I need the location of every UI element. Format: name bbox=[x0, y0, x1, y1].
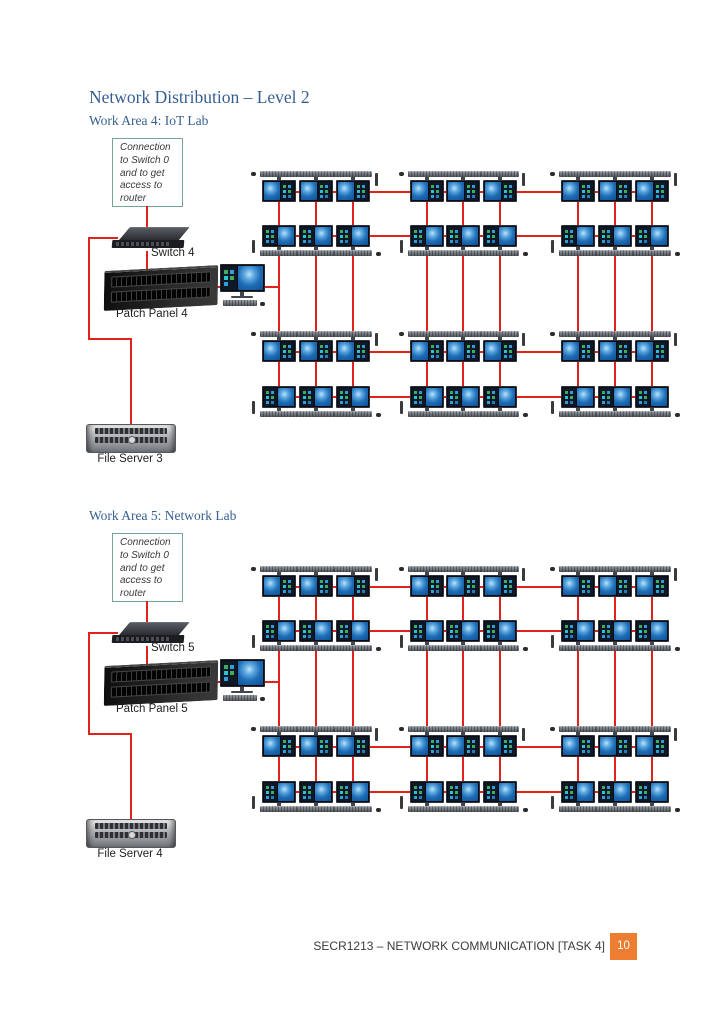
monitor-screen bbox=[635, 340, 669, 362]
mouse-icon bbox=[251, 332, 256, 336]
workstation bbox=[408, 781, 446, 812]
workstation bbox=[559, 726, 597, 757]
stylus-icon bbox=[400, 796, 403, 809]
workstation bbox=[260, 386, 298, 417]
workstation bbox=[334, 566, 372, 597]
mouse-icon bbox=[251, 567, 256, 571]
ethernet-cable bbox=[352, 191, 354, 398]
stylus-icon bbox=[522, 333, 525, 346]
keyboard-icon bbox=[408, 411, 446, 417]
note-line: access to bbox=[120, 575, 163, 587]
workstation bbox=[633, 225, 671, 256]
workstation bbox=[481, 225, 519, 256]
monitor-screen bbox=[561, 735, 595, 757]
workstation bbox=[633, 726, 671, 757]
workstation bbox=[260, 171, 298, 202]
workstation bbox=[596, 620, 634, 651]
workstation bbox=[559, 331, 597, 362]
stylus-icon bbox=[522, 173, 525, 186]
monitor-screen bbox=[635, 620, 669, 642]
keyboard-icon bbox=[408, 250, 446, 256]
ethernet-cable bbox=[577, 191, 579, 398]
monitor-screen bbox=[262, 180, 296, 202]
monitor-screen bbox=[410, 180, 444, 202]
monitor-screen bbox=[299, 340, 333, 362]
keyboard-icon bbox=[559, 645, 597, 651]
workstation bbox=[408, 171, 446, 202]
keyboard-icon bbox=[481, 411, 519, 417]
mouse-icon bbox=[251, 172, 256, 176]
keyboard-icon bbox=[260, 250, 298, 256]
ethernet-cable bbox=[499, 586, 501, 793]
workstation bbox=[260, 331, 298, 362]
ethernet-cable bbox=[315, 191, 317, 398]
workstation bbox=[596, 566, 634, 597]
workstation bbox=[444, 386, 482, 417]
mouse-icon bbox=[550, 332, 555, 336]
file-server-label: File Server 3 bbox=[97, 453, 163, 465]
page-title: Network Distribution – Level 2 bbox=[89, 87, 310, 107]
section-heading: Work Area 4: IoT Lab bbox=[89, 113, 209, 128]
monitor-screen bbox=[446, 620, 480, 642]
ethernet-cable bbox=[278, 586, 280, 793]
workstation bbox=[334, 331, 372, 362]
workstation bbox=[633, 171, 671, 202]
file-server-label: File Server 4 bbox=[97, 848, 163, 860]
workstation bbox=[481, 620, 519, 651]
workstation bbox=[444, 566, 482, 597]
monitor-screen bbox=[446, 735, 480, 757]
stylus-icon bbox=[674, 568, 677, 581]
patch-panel-graphic bbox=[104, 660, 219, 706]
monitor-screen bbox=[299, 781, 333, 803]
workstation bbox=[444, 620, 482, 651]
note-line: to Switch 0 bbox=[120, 549, 169, 561]
monitor-screen bbox=[299, 225, 333, 247]
workstation bbox=[297, 620, 335, 651]
monitor-screen bbox=[561, 180, 595, 202]
monitor-screen bbox=[635, 225, 669, 247]
keyboard-icon bbox=[633, 411, 671, 417]
ethernet-cable bbox=[278, 191, 280, 398]
monitor-screen bbox=[483, 340, 517, 362]
stylus-icon bbox=[400, 635, 403, 648]
monitor-screen bbox=[598, 781, 632, 803]
keyboard-icon bbox=[596, 806, 634, 812]
monitor-screen bbox=[561, 575, 595, 597]
monitor-screen bbox=[598, 180, 632, 202]
stylus-icon bbox=[551, 635, 554, 648]
keyboard-icon bbox=[444, 806, 482, 812]
note-line: Connection bbox=[120, 142, 171, 153]
monitor-screen bbox=[410, 735, 444, 757]
monitor-screen bbox=[299, 180, 333, 202]
workstation bbox=[408, 726, 446, 757]
monitor-screen bbox=[561, 781, 595, 803]
workstation bbox=[559, 386, 597, 417]
ethernet-cable bbox=[651, 586, 653, 793]
workstation bbox=[260, 726, 298, 757]
teacher-computer bbox=[211, 659, 265, 705]
monitor-screen bbox=[262, 386, 296, 408]
mouse-icon bbox=[260, 697, 265, 701]
workstation bbox=[444, 331, 482, 362]
monitor-screen bbox=[483, 735, 517, 757]
monitor-screen bbox=[598, 225, 632, 247]
ethernet-cable bbox=[352, 586, 354, 793]
mouse-icon bbox=[376, 413, 381, 417]
stylus-icon bbox=[375, 568, 378, 581]
workstation bbox=[444, 225, 482, 256]
monitor-screen bbox=[262, 781, 296, 803]
keyboard-icon bbox=[596, 411, 634, 417]
keyboard-icon bbox=[408, 806, 446, 812]
note-line: Connection bbox=[120, 537, 171, 548]
ethernet-cable bbox=[88, 733, 132, 735]
monitor-screen bbox=[635, 180, 669, 202]
note-line: to Switch 0 bbox=[120, 154, 169, 166]
monitor-screen bbox=[598, 386, 632, 408]
keyboard-icon bbox=[297, 411, 335, 417]
mouse-icon bbox=[523, 413, 528, 417]
workstation bbox=[481, 171, 519, 202]
monitor-screen bbox=[299, 386, 333, 408]
mouse-icon bbox=[523, 808, 528, 812]
ethernet-cable bbox=[426, 191, 428, 398]
ethernet-cable bbox=[88, 632, 90, 735]
mouse-icon bbox=[260, 302, 265, 306]
workstation bbox=[260, 566, 298, 597]
stylus-icon bbox=[252, 401, 255, 414]
monitor-screen bbox=[336, 575, 370, 597]
monitor-screen bbox=[598, 340, 632, 362]
monitor-screen bbox=[262, 735, 296, 757]
stylus-icon bbox=[400, 401, 403, 414]
workstation bbox=[334, 726, 372, 757]
keyboard-icon bbox=[334, 250, 372, 256]
workstation bbox=[559, 781, 597, 812]
stylus-icon bbox=[375, 173, 378, 186]
keyboard-icon bbox=[596, 645, 634, 651]
section-heading: Work Area 5: Network Lab bbox=[89, 508, 237, 523]
workstation bbox=[334, 781, 372, 812]
monitor-screen bbox=[635, 386, 669, 408]
monitor-screen bbox=[410, 340, 444, 362]
monitor-screen bbox=[410, 225, 444, 247]
monitor-screen bbox=[336, 180, 370, 202]
workstation bbox=[596, 331, 634, 362]
workstation bbox=[633, 620, 671, 651]
stylus-icon bbox=[522, 568, 525, 581]
keyboard-icon bbox=[481, 806, 519, 812]
ethernet-cable bbox=[614, 586, 616, 793]
workstation bbox=[596, 386, 634, 417]
workstation bbox=[408, 331, 446, 362]
stylus-icon bbox=[551, 240, 554, 253]
stylus-icon bbox=[211, 281, 214, 294]
monitor-screen bbox=[410, 620, 444, 642]
monitor-screen bbox=[220, 659, 265, 687]
mouse-icon bbox=[376, 252, 381, 256]
mouse-icon bbox=[675, 647, 680, 651]
monitor-screen bbox=[299, 620, 333, 642]
patch-panel-graphic bbox=[104, 265, 219, 311]
monitor-screen bbox=[299, 735, 333, 757]
keyboard-icon bbox=[260, 645, 298, 651]
monitor-screen bbox=[635, 575, 669, 597]
stylus-icon bbox=[375, 333, 378, 346]
workstation bbox=[408, 566, 446, 597]
workstation bbox=[596, 726, 634, 757]
switch-label: Switch 5 bbox=[151, 642, 195, 654]
keyboard-icon bbox=[444, 250, 482, 256]
mouse-icon bbox=[376, 647, 381, 651]
stylus-icon bbox=[674, 333, 677, 346]
monitor-screen bbox=[336, 781, 370, 803]
ethernet-cable bbox=[130, 733, 132, 821]
keyboard-icon bbox=[481, 250, 519, 256]
mouse-icon bbox=[675, 252, 680, 256]
workstation bbox=[596, 171, 634, 202]
workstation bbox=[481, 726, 519, 757]
ethernet-cable bbox=[315, 586, 317, 793]
monitor-screen bbox=[483, 386, 517, 408]
workstation bbox=[334, 171, 372, 202]
workstation bbox=[481, 566, 519, 597]
workstation bbox=[334, 620, 372, 651]
monitor-screen bbox=[336, 735, 370, 757]
ethernet-cable bbox=[88, 338, 132, 340]
workstation bbox=[297, 331, 335, 362]
monitor-screen bbox=[446, 225, 480, 247]
workstation bbox=[297, 781, 335, 812]
stylus-icon bbox=[400, 240, 403, 253]
stylus-icon bbox=[522, 728, 525, 741]
monitor-screen bbox=[410, 781, 444, 803]
monitor-screen bbox=[410, 386, 444, 408]
monitor-screen bbox=[299, 575, 333, 597]
workstation bbox=[633, 566, 671, 597]
monitor-screen bbox=[446, 386, 480, 408]
ethernet-cable bbox=[499, 191, 501, 398]
stylus-icon bbox=[551, 401, 554, 414]
workstation bbox=[297, 386, 335, 417]
ethernet-cable bbox=[88, 237, 90, 340]
note-line: router bbox=[120, 588, 147, 600]
workstation bbox=[260, 620, 298, 651]
patch-panel-label: Patch Panel 4 bbox=[116, 308, 188, 320]
monitor-screen bbox=[561, 340, 595, 362]
keyboard-icon bbox=[633, 250, 671, 256]
workstation bbox=[481, 331, 519, 362]
workstation bbox=[633, 386, 671, 417]
keyboard-icon bbox=[334, 645, 372, 651]
stylus-icon bbox=[211, 676, 214, 689]
monitor-screen bbox=[446, 180, 480, 202]
workstation bbox=[408, 386, 446, 417]
mouse-icon bbox=[675, 808, 680, 812]
ethernet-cable bbox=[651, 191, 653, 398]
workstation bbox=[444, 726, 482, 757]
keyboard-icon bbox=[481, 645, 519, 651]
workstation bbox=[481, 386, 519, 417]
note-line: router bbox=[120, 193, 147, 205]
workstation bbox=[444, 781, 482, 812]
ethernet-cable bbox=[462, 191, 464, 398]
workstation bbox=[334, 386, 372, 417]
monitor-screen bbox=[598, 575, 632, 597]
stylus-icon bbox=[252, 796, 255, 809]
workstation bbox=[408, 225, 446, 256]
keyboard-icon bbox=[260, 806, 298, 812]
workstation bbox=[297, 171, 335, 202]
monitor-screen bbox=[262, 620, 296, 642]
page-number-badge: 10 bbox=[610, 933, 637, 960]
keyboard-icon bbox=[559, 250, 597, 256]
mouse-icon bbox=[550, 727, 555, 731]
mouse-icon bbox=[376, 808, 381, 812]
mouse-icon bbox=[675, 413, 680, 417]
workstation bbox=[559, 566, 597, 597]
monitor-screen bbox=[220, 264, 265, 292]
workstation bbox=[596, 781, 634, 812]
note-line: access to bbox=[120, 180, 163, 192]
monitor-screen bbox=[446, 781, 480, 803]
mouse-icon bbox=[251, 727, 256, 731]
workstation bbox=[559, 171, 597, 202]
keyboard-icon bbox=[408, 645, 446, 651]
work-area-5-section bbox=[0, 395, 724, 875]
keyboard-icon bbox=[223, 695, 257, 701]
keyboard-icon bbox=[633, 645, 671, 651]
workstation bbox=[408, 620, 446, 651]
stylus-icon bbox=[674, 173, 677, 186]
teacher-computer bbox=[211, 264, 265, 310]
workstation-grid bbox=[0, 395, 724, 875]
keyboard-icon bbox=[444, 411, 482, 417]
monitor-screen bbox=[262, 575, 296, 597]
keyboard-icon bbox=[559, 806, 597, 812]
monitor-screen bbox=[561, 620, 595, 642]
monitor-screen bbox=[410, 575, 444, 597]
patch-panel-label: Patch Panel 5 bbox=[116, 703, 188, 715]
monitor-screen bbox=[446, 340, 480, 362]
ethernet-cable bbox=[462, 586, 464, 793]
workstation bbox=[633, 331, 671, 362]
workstation bbox=[297, 726, 335, 757]
monitor-screen bbox=[635, 735, 669, 757]
ethernet-cable bbox=[577, 586, 579, 793]
workstation bbox=[481, 781, 519, 812]
workstation bbox=[334, 225, 372, 256]
keyboard-icon bbox=[596, 250, 634, 256]
keyboard-icon bbox=[334, 411, 372, 417]
workstation bbox=[260, 781, 298, 812]
ethernet-cable bbox=[614, 191, 616, 398]
mouse-icon bbox=[523, 252, 528, 256]
note-line: and to get bbox=[120, 562, 165, 574]
monitor-screen bbox=[336, 225, 370, 247]
mouse-icon bbox=[399, 172, 404, 176]
monitor-screen bbox=[483, 781, 517, 803]
mouse-icon bbox=[399, 567, 404, 571]
workstation bbox=[596, 225, 634, 256]
keyboard-icon bbox=[260, 411, 298, 417]
mouse-icon bbox=[399, 332, 404, 336]
monitor-screen bbox=[561, 386, 595, 408]
keyboard-icon bbox=[633, 806, 671, 812]
stylus-icon bbox=[252, 635, 255, 648]
keyboard-icon bbox=[223, 300, 257, 306]
monitor-screen bbox=[262, 225, 296, 247]
keyboard-icon bbox=[297, 645, 335, 651]
ethernet-cable bbox=[426, 586, 428, 793]
keyboard-icon bbox=[559, 411, 597, 417]
mouse-icon bbox=[399, 727, 404, 731]
keyboard-icon bbox=[297, 806, 335, 812]
stylus-icon bbox=[252, 240, 255, 253]
monitor-screen bbox=[483, 575, 517, 597]
workstation bbox=[260, 225, 298, 256]
workstation bbox=[444, 171, 482, 202]
footer-text: SECR1213 – NETWORK COMMUNICATION [TASK 4] bbox=[313, 939, 605, 953]
file-server-graphic bbox=[86, 424, 176, 453]
monitor-screen bbox=[336, 386, 370, 408]
mouse-icon bbox=[523, 647, 528, 651]
file-server-graphic bbox=[86, 819, 176, 848]
monitor-screen bbox=[598, 620, 632, 642]
stylus-icon bbox=[551, 796, 554, 809]
workstation bbox=[559, 620, 597, 651]
mouse-icon bbox=[550, 567, 555, 571]
workstation bbox=[633, 781, 671, 812]
ethernet-cable bbox=[130, 338, 132, 426]
monitor-screen bbox=[598, 735, 632, 757]
keyboard-icon bbox=[297, 250, 335, 256]
note-line: and to get bbox=[120, 167, 165, 179]
monitor-screen bbox=[483, 180, 517, 202]
monitor-screen bbox=[262, 340, 296, 362]
stylus-icon bbox=[674, 728, 677, 741]
keyboard-icon bbox=[334, 806, 372, 812]
mouse-icon bbox=[550, 172, 555, 176]
monitor-screen bbox=[446, 575, 480, 597]
workstation bbox=[559, 225, 597, 256]
keyboard-icon bbox=[444, 645, 482, 651]
monitor-screen bbox=[336, 620, 370, 642]
monitor-screen bbox=[483, 620, 517, 642]
monitor-screen bbox=[483, 225, 517, 247]
stylus-icon bbox=[375, 728, 378, 741]
workstation bbox=[297, 225, 335, 256]
workstation bbox=[297, 566, 335, 597]
monitor-screen bbox=[561, 225, 595, 247]
monitor-screen bbox=[635, 781, 669, 803]
monitor-screen bbox=[336, 340, 370, 362]
switch-label: Switch 4 bbox=[151, 247, 195, 259]
